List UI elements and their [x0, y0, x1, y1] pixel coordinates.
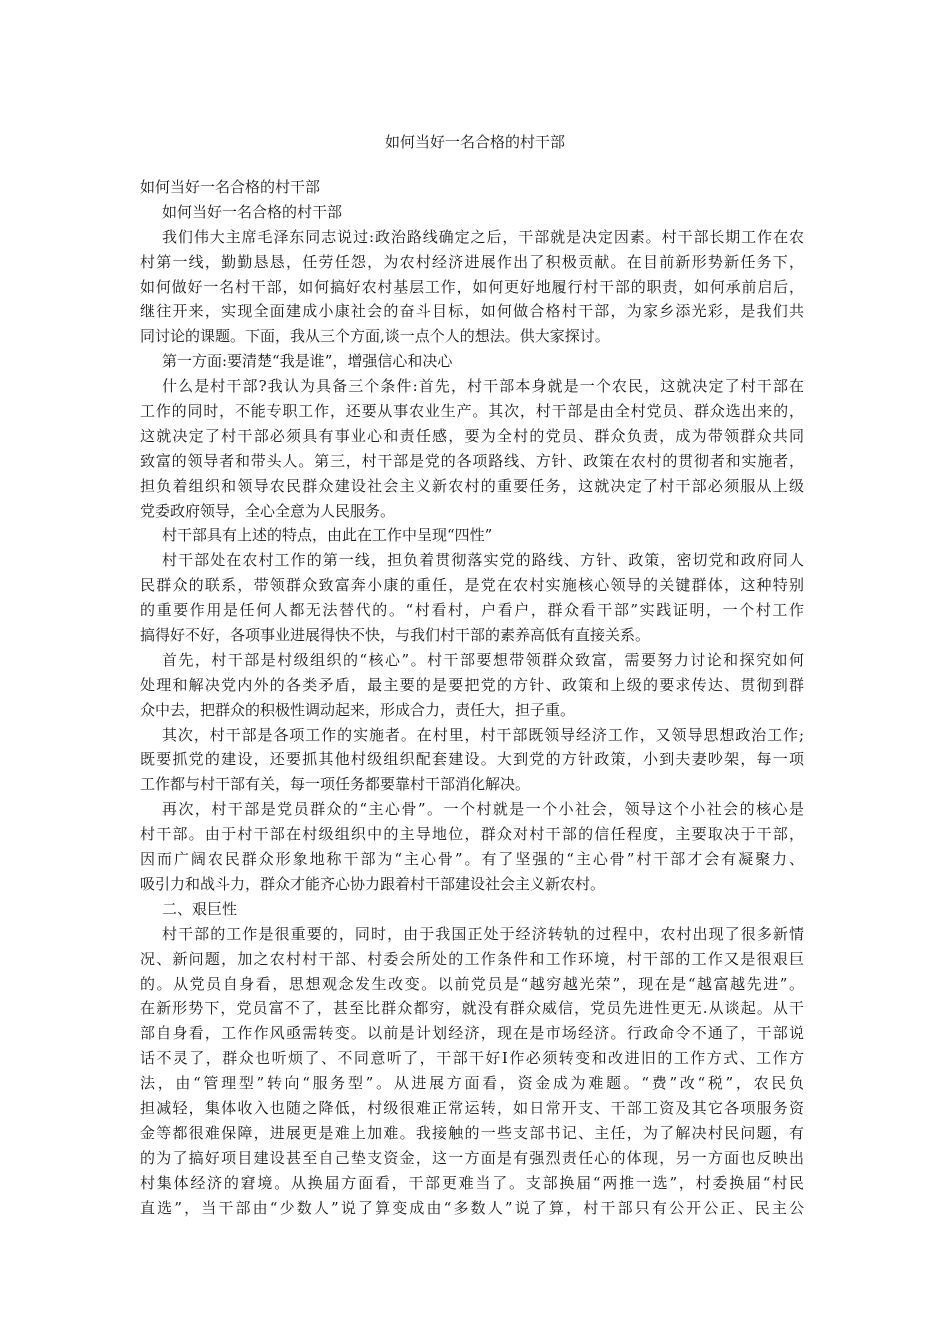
text-line: 如何当好一名合格的村干部 [162, 202, 343, 221]
text-line: 再次，村干部是党员群众的“主心骨”。一个村就是一个小社会，领导这个小社会的核心是 [162, 800, 804, 819]
document-title: 如何当好一名合格的村干部 [384, 133, 565, 151]
text-line: 同讨论的课题。下面，我从三个方面,谈一点个人的想法。供大家探讨。 [140, 327, 610, 346]
text-line: 其次，村干部是各项工作的实施者。在村里，村干部既领导经济工作，又领导思想政治工作; [162, 725, 804, 744]
text-line: 吸引力和战斗力，群众才能齐心协力跟着村干部建设社会主义新农村。 [140, 874, 606, 893]
text-line: 村第一线，勤勤恳恳，任劳任怨，为农村经济进展作出了积极贡献。在目前新形势新任务下， [140, 252, 804, 271]
text-line: 这就决定了村干部必须具有事业心和责任感，要为全村的党员、群众负责，成为带领群众共同 [140, 426, 804, 445]
text-line: 村干部。由于村干部在村级组织中的主导地位，群众对村干部的信任程度，主要取决于干部， [140, 825, 804, 844]
text-line: 村集体经济的窘境。从换届方面看，干部更难当了。支部换届“两推一选”，村委换届“村民 [140, 1173, 804, 1192]
text-line: 民群众的联系，带领群众致富奔小康的重任，是党在农村实施核心领导的关键群体，这种特别 [140, 576, 804, 595]
text-line: 担负着组织和领导农民群众建设社会主义新农村的重要任务，这就决定了村干部必须服从上级 [140, 476, 804, 495]
text-line: 的重要作用是任何人都无法替代的。“村看村，户看户，群众看干部”实践证明，一个村工作 [140, 601, 804, 620]
text-line: 况、新问题，加之农村村干部、村委会所处的工作条件和工作环境，村干部的工作又是很艰巨 [140, 949, 804, 968]
text-line: 的。从党员自身看，思想观念发生改变。以前党员是“越穷越光荣”，现在是“越富越先进”。 [140, 974, 804, 993]
text-line: 党委政府领导，全心全意为人民服务。 [140, 501, 396, 520]
text-line: 的为了搞好项目建设甚至自己垫支资金，这一方面是有强烈责任心的体现，另一方面也反映出 [140, 1148, 804, 1167]
text-line: 众中去，把群众的积极性调动起来，形成合力，责任大，担子重。 [140, 700, 576, 719]
text-line: 村干部具有上述的特点，由此在工作中呈现“四性” [162, 526, 493, 545]
text-line: 如何做好一名村干部，如何搞好农村基层工作，如何更好地履行村干部的职责，如何承前启后， [140, 277, 804, 296]
text-line: 首先，村干部是村级组织的“核心”。村干部要想带领群众致富，需要努力讨论和探究如何 [162, 650, 804, 669]
text-line: 工作的同时，不能专职工作，还要从事农业生产。其次，村干部是由全村党员、群众选出来的， [140, 402, 804, 421]
text-line: 村干部处在农村工作的第一线，担负着贯彻落实党的路线、方针、政策，密切党和政府同人 [162, 551, 804, 570]
text-line: 担减轻，集体收入也随之降低，村级很难正常运转，如日常开支、干部工资及其它各项服务资 [140, 1098, 804, 1117]
text-line: 金等都很难保障，进展更是难上加难。我接触的一些支部书记、主任，为了解决村民问题，有 [140, 1123, 804, 1142]
text-line: 法，由“管理型”转向“服务型”。从进展方面看，资金成为难题。“费”改“税”，农民负 [140, 1074, 804, 1093]
text-line: 我们伟大主席毛泽东同志说过:政治路线确定之后，干部就是决定因素。村干部长期工作在农 [162, 227, 804, 246]
text-line: 二、艰巨性 [162, 899, 238, 918]
text-line: 话不灵了，群众也听烦了、不同意听了，干部干好I作必须转变和改进旧的工作方式、工作方 [140, 1049, 804, 1068]
text-line: 如何当好一名合格的村干部 [140, 178, 321, 196]
document-body [140, 175, 804, 1220]
text-line: 部自身看，工作作风亟需转变。以前是计划经济，现在是市场经济。行政命令不通了，干部说 [140, 1024, 804, 1043]
text-line: 什么是村干部?我认为具备三个条件:首先，村干部本身就是一个农民，这就决定了村干部在 [162, 377, 804, 396]
text-line: 在新形势下，党员富不了，甚至比群众都穷，就没有群众威信，党员先进性更无.从谈起。从干 [140, 999, 804, 1018]
text-line: 致富的领导者和带头人。第三，村干部是党的各项路线、方针、政策在农村的贯彻者和实施者， [140, 451, 804, 470]
text-line: 因而广阔农民群众形象地称干部为“主心骨”。有了坚强的“主心骨”村干部才会有凝聚力、 [140, 850, 804, 869]
text-line: 既要抓党的建设，还要抓其他村级组织配套建设。大到党的方针政策，小到夫妻吵架，每一项 [140, 750, 804, 769]
text-line: 继往开来，实现全面建成小康社会的奋斗目标，如何做合格村干部，为家乡添光彩，是我们共 [140, 302, 804, 321]
text-line: 处理和解决党内外的各类矛盾，最主要的是要把党的方针、政策和上级的要求传达、贯彻到群 [140, 675, 804, 694]
text-line: 第一方面:要清楚“我是谁”，增强信心和决心 [162, 352, 453, 371]
text-line: 村干部的工作是很重要的，同时，由于我国正处于经济转轨的过程中，农村出现了很多新情 [162, 924, 804, 943]
text-line: 直选”，当干部由“少数人”说了算变成由“多数人”说了算，村干部只有公开公正、民主公 [140, 1198, 804, 1217]
text-line: 搞得好不好，各项事业进展得快不快，与我们村干部的素养高低有直接关系。 [140, 626, 651, 645]
text-line: 工作都与村干部有关，每一项任务都要靠村干部消化解决。 [140, 775, 531, 794]
